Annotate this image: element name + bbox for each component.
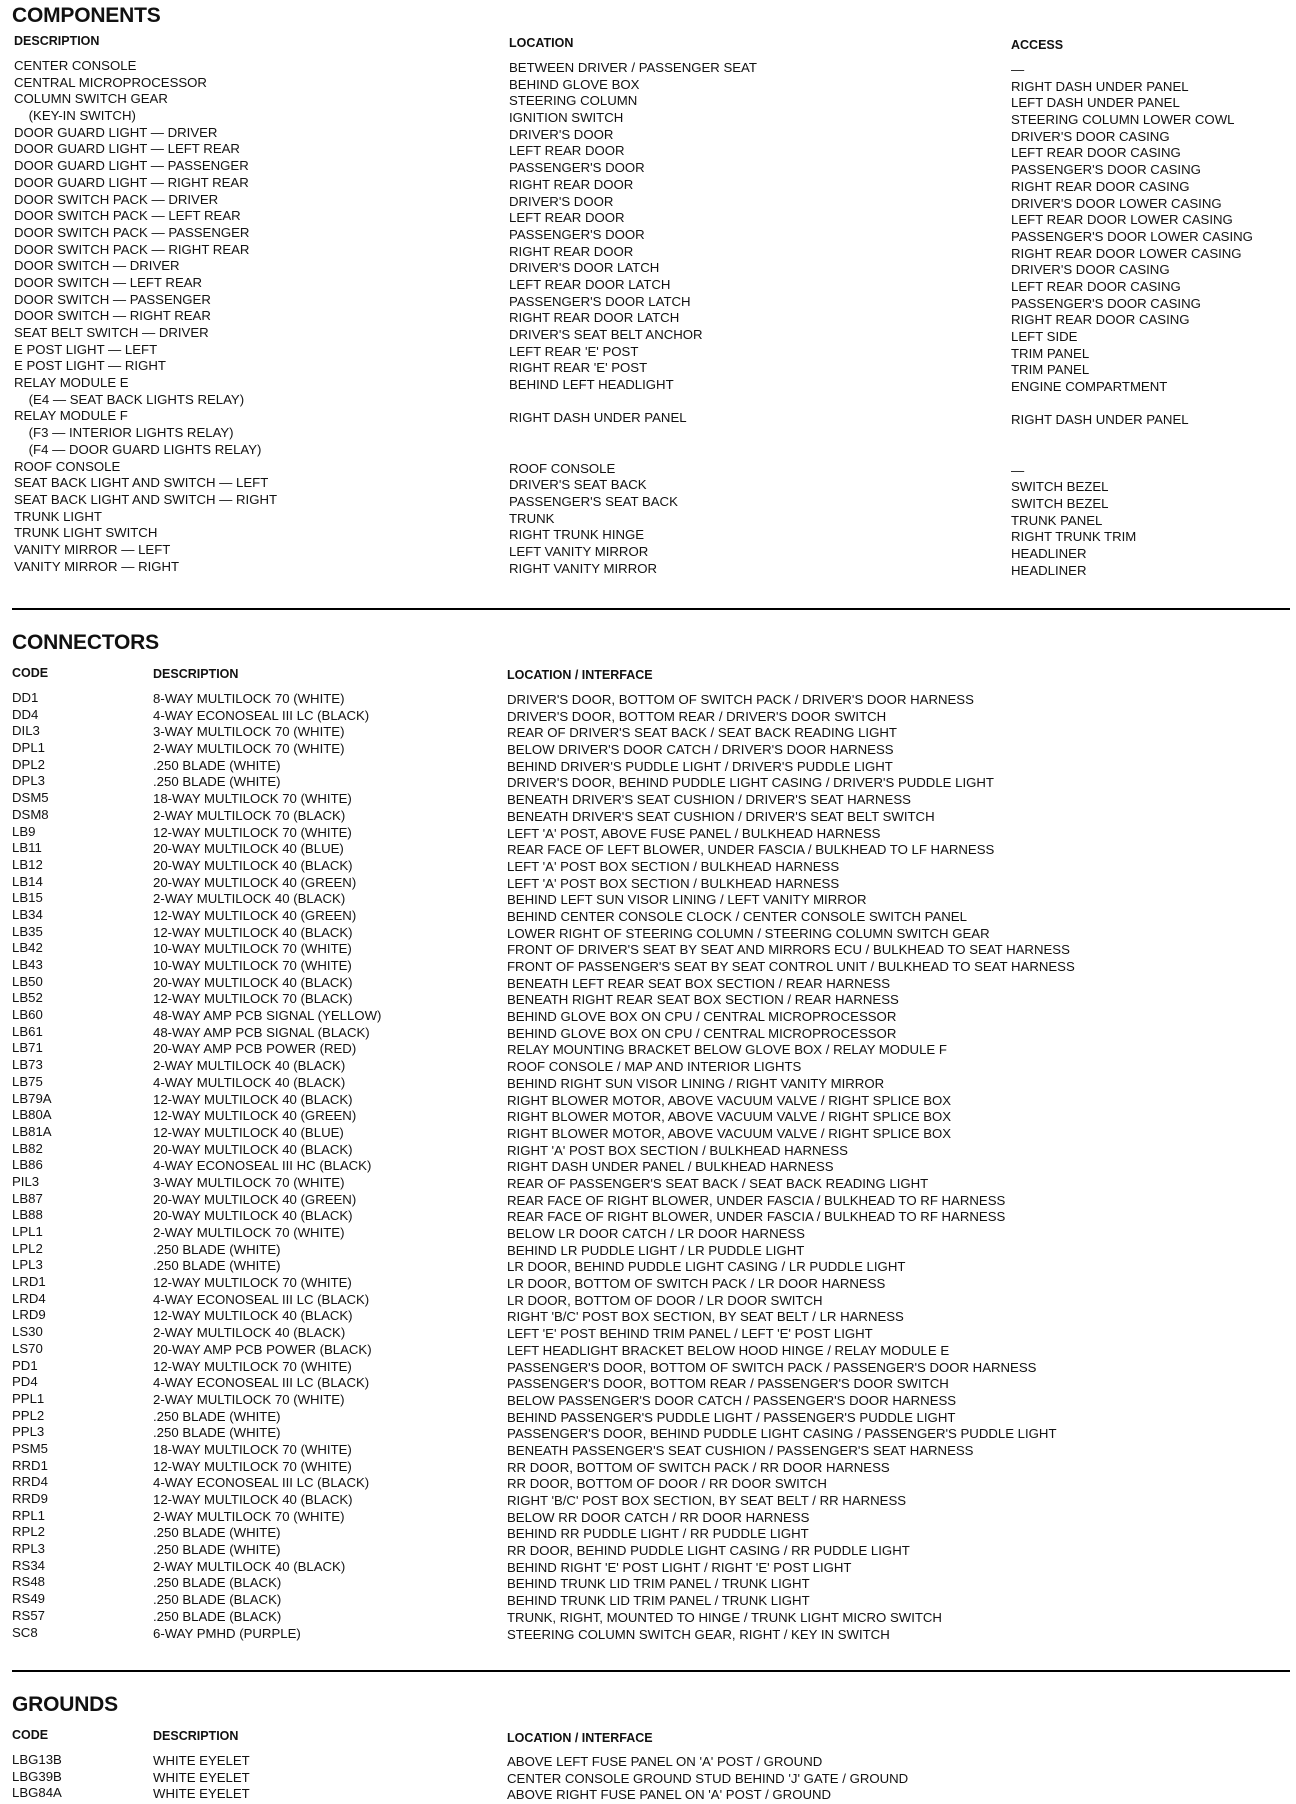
connector-row-location: REAR FACE OF LEFT BLOWER, UNDER FASCIA / BULKHEAD TO LF HARNESS <box>507 842 995 858</box>
connectors-code-column <box>12 690 52 1641</box>
component-location: STEERING COLUMN <box>509 93 638 109</box>
components-description-column <box>14 58 277 575</box>
component-description: (F4 — DOOR GUARD LIGHTS RELAY) <box>14 441 262 457</box>
component-location <box>509 444 757 461</box>
component-description: DOOR GUARD LIGHT — PASSENGER <box>14 158 249 174</box>
connector-row-code: LRD9 <box>12 1307 46 1323</box>
component-access: TRIM PANEL <box>1011 345 1090 361</box>
connector-row-location: LEFT HEADLIGHT BRACKET BELOW HOOD HINGE / RELAY MODULE E <box>507 1342 950 1358</box>
connector-row-code: RRD1 <box>12 1457 48 1473</box>
connector-row-code: DSM5 <box>12 790 49 806</box>
component-location: IGNITION SWITCH <box>509 110 624 126</box>
connector-row-description: 2-WAY MULTILOCK 70 (WHITE) <box>153 1391 345 1407</box>
connector-row-description: .250 BLADE (BLACK) <box>153 1575 282 1591</box>
component-location: RIGHT REAR 'E' POST <box>509 360 648 376</box>
component-access: LEFT REAR DOOR CASING <box>1011 145 1181 161</box>
connector-row-location: REAR FACE OF RIGHT BLOWER, UNDER FASCIA / BULKHEAD TO RF HARNESS <box>507 1192 1006 1208</box>
components-location-column <box>509 60 757 577</box>
grounds-code-column <box>12 1752 62 1802</box>
component-description: DOOR SWITCH — LEFT REAR <box>14 274 203 290</box>
connector-row-location: RIGHT BLOWER MOTOR, ABOVE VACUUM VALVE / RIGHT SPLICE BOX <box>507 1125 952 1141</box>
component-access: DRIVER'S DOOR CASING <box>1011 128 1170 144</box>
connector-row-location: LEFT 'A' POST BOX SECTION / BULKHEAD HARNESS <box>507 875 840 891</box>
connector-row-location: BEHIND TRUNK LID TRIM PANEL / TRUNK LIGHT <box>507 1593 810 1609</box>
connector-row-location: RIGHT 'B/C' POST BOX SECTION, BY SEAT BELT / LR HARNESS <box>507 1309 904 1325</box>
connector-row-description: 4-WAY ECONOSEAL III HC (BLACK) <box>153 1158 372 1174</box>
connector-row-description: 12-WAY MULTILOCK 70 (WHITE) <box>153 1275 352 1291</box>
connector-row-location: BEHIND LEFT SUN VISOR LINING / LEFT VANITY MIRROR <box>507 892 867 908</box>
connector-row-code: PIL3 <box>12 1173 40 1189</box>
component-description: DOOR GUARD LIGHT — DRIVER <box>14 124 218 140</box>
connector-row-code: LB82 <box>12 1140 43 1156</box>
connector-row-description: 4-WAY ECONOSEAL III LC (BLACK) <box>153 1475 370 1491</box>
connector-row-code: PD4 <box>12 1374 38 1390</box>
connector-row-code: LB35 <box>12 923 43 939</box>
component-location: RIGHT REAR DOOR LATCH <box>509 310 680 326</box>
connector-row-description: 10-WAY MULTILOCK 70 (WHITE) <box>153 941 352 957</box>
connector-row-description: 4-WAY ECONOSEAL III LC (BLACK) <box>153 707 370 723</box>
connector-row-code: LB60 <box>12 1007 43 1023</box>
connector-row-description: 12-WAY MULTILOCK 40 (BLACK) <box>153 1308 353 1324</box>
connector-row-location: DRIVER'S DOOR, BOTTOM OF SWITCH PACK / DRIVER'S DOOR HARNESS <box>507 692 974 707</box>
components-location-header: LOCATION <box>509 36 574 50</box>
connector-row-location: BEHIND CENTER CONSOLE CLOCK / CENTER CONSOLE SWITCH PANEL <box>507 908 967 924</box>
connector-row-description: 4-WAY ECONOSEAL III LC (BLACK) <box>153 1291 370 1307</box>
component-access: DRIVER'S DOOR LOWER CASING <box>1011 195 1222 211</box>
components-title: COMPONENTS <box>12 4 161 27</box>
connector-row-code: LB14 <box>12 873 43 889</box>
connector-row-code: RPL1 <box>12 1507 45 1523</box>
component-description: VANITY MIRROR — RIGHT <box>14 558 180 574</box>
connector-row-code: LB50 <box>12 973 43 989</box>
connector-row-description: 8-WAY MULTILOCK 70 (WHITE) <box>153 691 345 706</box>
component-location: LEFT REAR 'E' POST <box>509 343 639 359</box>
connector-row-description: .250 BLADE (WHITE) <box>153 1258 281 1274</box>
connector-row-code: PPL1 <box>12 1390 45 1406</box>
connector-row-description: 12-WAY MULTILOCK 40 (BLACK) <box>153 1091 353 1107</box>
ground-row-description: WHITE EYELET <box>153 1769 250 1785</box>
connector-row-location: LR DOOR, BOTTOM OF SWITCH PACK / LR DOOR HARNESS <box>507 1276 886 1292</box>
connector-row-description: 20-WAY AMP PCB POWER (RED) <box>153 1041 357 1057</box>
component-location: DRIVER'S DOOR <box>509 193 614 209</box>
component-access: — <box>1011 62 1025 77</box>
connector-row-location: RR DOOR, BEHIND PUDDLE LIGHT CASING / RR PUDDLE LIGHT <box>507 1543 910 1559</box>
connector-row-location: RIGHT DASH UNDER PANEL / BULKHEAD HARNESS <box>507 1159 834 1175</box>
connector-row-description: .250 BLADE (WHITE) <box>153 1525 281 1541</box>
component-location: PASSENGER'S DOOR <box>509 160 645 176</box>
component-access: LEFT DASH UNDER PANEL <box>1011 95 1180 111</box>
connector-row-location: RR DOOR, BOTTOM OF DOOR / RR DOOR SWITCH <box>507 1476 827 1492</box>
connector-row-code: RS57 <box>12 1607 45 1623</box>
connector-row-description: 4-WAY MULTILOCK 40 (BLACK) <box>153 1074 346 1090</box>
component-access: HEADLINER <box>1011 562 1087 578</box>
connector-row-location: BEHIND RR PUDDLE LIGHT / RR PUDDLE LIGHT <box>507 1526 809 1542</box>
connector-row-location: TRUNK, RIGHT, MOUNTED TO HINGE / TRUNK LIGHT MICRO SWITCH <box>507 1609 942 1625</box>
component-description: DOOR SWITCH PACK — DRIVER <box>14 191 219 207</box>
connector-row-code: DPL3 <box>12 773 45 789</box>
connector-row-code: DD1 <box>12 690 39 705</box>
component-description: VANITY MIRROR — LEFT <box>14 541 171 557</box>
component-location: LEFT VANITY MIRROR <box>509 543 649 559</box>
connector-row-code: LPL1 <box>12 1224 43 1239</box>
connector-row-description: 2-WAY MULTILOCK 40 (BLACK) <box>153 1558 346 1574</box>
connector-row-code: LB80A <box>12 1107 52 1123</box>
connector-row-description: 12-WAY MULTILOCK 40 (BLACK) <box>153 924 353 940</box>
grounds-title: GROUNDS <box>12 1693 118 1716</box>
connector-row-code: LB42 <box>12 940 43 956</box>
connector-row-location: REAR OF DRIVER'S SEAT BACK / SEAT BACK READING LIGHT <box>507 725 897 741</box>
component-location: DRIVER'S DOOR <box>509 126 614 142</box>
component-location: PASSENGER'S DOOR LATCH <box>509 293 691 309</box>
component-description: RELAY MODULE F <box>14 408 128 424</box>
component-location: LEFT REAR DOOR <box>509 143 625 159</box>
connector-row-location: RR DOOR, BOTTOM OF SWITCH PACK / RR DOOR HARNESS <box>507 1459 890 1475</box>
connector-row-code: LRD4 <box>12 1290 46 1306</box>
connector-row-location: BELOW LR DOOR CATCH / LR DOOR HARNESS <box>507 1226 805 1241</box>
connector-row-location: PASSENGER'S DOOR, BOTTOM REAR / PASSENGER'S DOOR SWITCH <box>507 1376 949 1392</box>
component-description: (KEY-IN SWITCH) <box>14 108 136 124</box>
connector-row-location: DRIVER'S DOOR, BOTTOM REAR / DRIVER'S DOOR SWITCH <box>507 708 887 724</box>
component-access: PASSENGER'S DOOR CASING <box>1011 295 1201 311</box>
connector-row-location: LEFT 'A' POST, ABOVE FUSE PANEL / BULKHEAD HARNESS <box>507 825 881 841</box>
connector-row-description: .250 BLADE (BLACK) <box>153 1592 282 1608</box>
connector-row-location: BENEATH DRIVER'S SEAT CUSHION / DRIVER'S SEAT BELT SWITCH <box>507 808 935 824</box>
connector-row-code: LB11 <box>12 840 42 856</box>
ground-row-code: LBG39B <box>12 1768 62 1784</box>
component-description: DOOR SWITCH — PASSENGER <box>14 291 211 307</box>
connector-row-code: LB34 <box>12 906 43 922</box>
connector-row-description: 10-WAY MULTILOCK 70 (WHITE) <box>153 958 352 973</box>
connector-row-description: .250 BLADE (WHITE) <box>153 1408 281 1424</box>
ground-row-description: WHITE EYELET <box>153 1786 250 1802</box>
connector-row-code: LB75 <box>12 1073 43 1089</box>
connector-row-code: LB87 <box>12 1190 43 1206</box>
connector-row-location: BEHIND RIGHT 'E' POST LIGHT / RIGHT 'E' POST LIGHT <box>507 1559 852 1575</box>
connector-row-location: REAR FACE OF RIGHT BLOWER, UNDER FASCIA / BULKHEAD TO RF HARNESS <box>507 1209 1006 1225</box>
component-access: PASSENGER'S DOOR CASING <box>1011 162 1201 178</box>
connector-row-description: 20-WAY MULTILOCK 40 (BLACK) <box>153 974 353 990</box>
component-access <box>1011 446 1253 463</box>
component-description: SEAT BACK LIGHT AND SWITCH — LEFT <box>14 475 269 491</box>
connector-row-code: LS70 <box>12 1340 43 1356</box>
connector-row-code: DPL2 <box>12 756 45 772</box>
component-location: BEHIND GLOVE BOX <box>509 76 640 92</box>
component-description: E POST LIGHT — LEFT <box>14 341 158 357</box>
connector-row-location: BEHIND RIGHT SUN VISOR LINING / RIGHT VANITY MIRROR <box>507 1075 885 1091</box>
section-divider <box>12 608 1290 610</box>
connector-row-description: 2-WAY MULTILOCK 70 (WHITE) <box>153 741 345 757</box>
connector-row-description: 20-WAY MULTILOCK 40 (GREEN) <box>153 1191 357 1207</box>
connector-row-description: 12-WAY MULTILOCK 40 (BLACK) <box>153 1492 353 1507</box>
connector-row-code: PPL2 <box>12 1407 45 1423</box>
connector-row-code: LB88 <box>12 1207 43 1223</box>
connector-row-description: 6-WAY PMHD (PURPLE) <box>153 1625 301 1641</box>
connector-row-code: LB71 <box>12 1040 43 1056</box>
component-description: RELAY MODULE E <box>14 375 129 391</box>
component-access: ENGINE COMPARTMENT <box>1011 379 1168 395</box>
section-divider <box>12 1670 1290 1672</box>
connector-row-description: 12-WAY MULTILOCK 70 (WHITE) <box>153 824 352 840</box>
component-location: BEHIND LEFT HEADLIGHT <box>509 377 674 393</box>
connector-row-description: 2-WAY MULTILOCK 40 (BLACK) <box>153 1325 346 1341</box>
components-description-header: DESCRIPTION <box>14 34 100 48</box>
connectors-description-header: DESCRIPTION <box>153 667 239 681</box>
connector-row-location: BEHIND LR PUDDLE LIGHT / LR PUDDLE LIGHT <box>507 1242 805 1258</box>
connector-row-location: BELOW PASSENGER'S DOOR CATCH / PASSENGER'S DOOR HARNESS <box>507 1392 957 1408</box>
connector-row-code: LB9 <box>12 823 36 839</box>
component-access: TRIM PANEL <box>1011 362 1090 378</box>
component-access: RIGHT TRUNK TRIM <box>1011 529 1137 545</box>
connector-row-description: .250 BLADE (WHITE) <box>153 757 281 773</box>
connector-row-location: LR DOOR, BEHIND PUDDLE LIGHT CASING / LR PUDDLE LIGHT <box>507 1259 906 1275</box>
connector-row-description: 2-WAY MULTILOCK 70 (WHITE) <box>153 1225 345 1240</box>
grounds-location-column <box>507 1754 908 1804</box>
connector-row-code: DIL3 <box>12 723 40 739</box>
grounds-description-header: DESCRIPTION <box>153 1729 239 1743</box>
component-description: SEAT BELT SWITCH — DRIVER <box>14 325 209 340</box>
connector-row-location: BEHIND TRUNK LID TRIM PANEL / TRUNK LIGHT <box>507 1576 810 1592</box>
connector-row-location: BELOW RR DOOR CATCH / RR DOOR HARNESS <box>507 1509 810 1525</box>
connector-row-location: PASSENGER'S DOOR, BEHIND PUDDLE LIGHT CASING / PASSENGER'S PUDDLE LIGHT <box>507 1426 1057 1442</box>
component-access: DRIVER'S DOOR CASING <box>1011 262 1170 278</box>
component-access: HEADLINER <box>1011 545 1087 561</box>
grounds-code-header: CODE <box>12 1728 49 1742</box>
connector-row-location: BELOW DRIVER'S DOOR CATCH / DRIVER'S DOOR HARNESS <box>507 742 894 758</box>
connector-row-description: 12-WAY MULTILOCK 40 (GREEN) <box>153 907 357 923</box>
connector-row-description: .250 BLADE (WHITE) <box>153 1241 281 1257</box>
connector-row-location: FRONT OF DRIVER'S SEAT BY SEAT AND MIRRORS ECU / BULKHEAD TO SEAT HARNESS <box>507 942 1070 958</box>
component-access: TRUNK PANEL <box>1011 512 1103 528</box>
component-description: CENTER CONSOLE <box>14 58 137 73</box>
connector-row-code: LB12 <box>12 856 43 872</box>
connector-row-code: LB52 <box>12 990 43 1006</box>
connector-row-location: REAR OF PASSENGER'S SEAT BACK / SEAT BACK READING LIGHT <box>507 1175 929 1191</box>
ground-row-location: CENTER CONSOLE GROUND STUD BEHIND 'J' GATE / GROUND <box>507 1770 909 1786</box>
component-location <box>509 394 757 411</box>
component-location <box>509 427 757 444</box>
connector-row-location: DRIVER'S DOOR, BEHIND PUDDLE LIGHT CASING / DRIVER'S PUDDLE LIGHT <box>507 775 994 791</box>
component-access: — <box>1011 462 1025 478</box>
grounds-location-header: LOCATION / INTERFACE <box>507 1731 653 1745</box>
component-access: RIGHT REAR DOOR CASING <box>1011 178 1190 194</box>
component-location: RIGHT REAR DOOR <box>509 243 634 259</box>
connector-row-description: 20-WAY MULTILOCK 40 (BLACK) <box>153 857 353 873</box>
connector-row-code: LB86 <box>12 1157 43 1173</box>
component-location: BETWEEN DRIVER / PASSENGER SEAT <box>509 60 757 75</box>
component-location: DRIVER'S SEAT BELT ANCHOR <box>509 327 703 342</box>
connector-row-description: 20-WAY MULTILOCK 40 (BLACK) <box>153 1141 353 1157</box>
connector-row-description: 20-WAY MULTILOCK 40 (GREEN) <box>153 874 357 890</box>
ground-row-description: WHITE EYELET <box>153 1753 250 1768</box>
connector-row-description: .250 BLADE (BLACK) <box>153 1608 282 1624</box>
connector-row-location: LOWER RIGHT OF STEERING COLUMN / STEERING COLUMN SWITCH GEAR <box>507 925 990 941</box>
connector-row-description: 48-WAY AMP PCB SIGNAL (YELLOW) <box>153 1008 382 1024</box>
connector-row-description: 4-WAY ECONOSEAL III LC (BLACK) <box>153 1375 370 1391</box>
component-location: PASSENGER'S SEAT BACK <box>509 493 678 509</box>
component-access: PASSENGER'S DOOR LOWER CASING <box>1011 228 1253 244</box>
connector-row-description: 2-WAY MULTILOCK 70 (BLACK) <box>153 807 346 823</box>
connector-row-location: FRONT OF PASSENGER'S SEAT BY SEAT CONTROL UNIT / BULKHEAD TO SEAT HARNESS <box>507 959 1075 974</box>
connector-row-description: 2-WAY MULTILOCK 40 (BLACK) <box>153 1058 346 1074</box>
connectors-title: CONNECTORS <box>12 631 159 654</box>
connector-row-code: SC8 <box>12 1624 38 1640</box>
component-description: (E4 — SEAT BACK LIGHTS RELAY) <box>14 391 245 407</box>
component-access: LEFT REAR DOOR CASING <box>1011 278 1181 294</box>
connectors-location-column <box>507 692 1075 1643</box>
connector-row-location: RIGHT 'B/C' POST BOX SECTION, BY SEAT BELT / RR HARNESS <box>507 1493 907 1508</box>
connector-row-location: RIGHT BLOWER MOTOR, ABOVE VACUUM VALVE / RIGHT SPLICE BOX <box>507 1109 952 1125</box>
connector-row-description: 48-WAY AMP PCB SIGNAL (BLACK) <box>153 1024 370 1040</box>
connector-row-description: 20-WAY MULTILOCK 40 (BLACK) <box>153 1208 353 1224</box>
connector-row-description: 12-WAY MULTILOCK 40 (GREEN) <box>153 1108 357 1124</box>
connector-row-location: PASSENGER'S DOOR, BOTTOM OF SWITCH PACK / PASSENGER'S DOOR HARNESS <box>507 1359 1037 1375</box>
component-location: RIGHT TRUNK HINGE <box>509 527 645 543</box>
connector-row-location: BENEATH RIGHT REAR SEAT BOX SECTION / REAR HARNESS <box>507 992 899 1008</box>
connector-row-code: LRD1 <box>12 1274 46 1290</box>
ground-row-code: LBG13B <box>12 1752 62 1767</box>
connector-row-code: RRD4 <box>12 1474 48 1490</box>
connector-row-location: LEFT 'E' POST BEHIND TRIM PANEL / LEFT 'E' POST LIGHT <box>507 1326 873 1342</box>
connector-row-code: RS48 <box>12 1574 45 1590</box>
connector-row-location: BEHIND DRIVER'S PUDDLE LIGHT / DRIVER'S PUDDLE LIGHT <box>507 758 893 774</box>
connector-row-location: LR DOOR, BOTTOM OF DOOR / LR DOOR SWITCH <box>507 1292 823 1308</box>
component-description: TRUNK LIGHT <box>14 508 102 524</box>
connector-row-description: .250 BLADE (WHITE) <box>153 1425 281 1441</box>
component-description: TRUNK LIGHT SWITCH <box>14 525 158 541</box>
component-description: DOOR SWITCH PACK — LEFT REAR <box>14 208 241 224</box>
ground-row-location: ABOVE LEFT FUSE PANEL ON 'A' POST / GROUND <box>507 1754 823 1769</box>
connector-row-description: 2-WAY MULTILOCK 70 (WHITE) <box>153 1508 345 1524</box>
component-location: RIGHT DASH UNDER PANEL <box>509 410 687 426</box>
connector-row-location: RELAY MOUNTING BRACKET BELOW GLOVE BOX / RELAY MODULE F <box>507 1042 947 1058</box>
connector-row-code: LB73 <box>12 1057 43 1073</box>
connector-row-description: 12-WAY MULTILOCK 70 (WHITE) <box>153 1358 352 1374</box>
component-access: SWITCH BEZEL <box>1011 479 1109 495</box>
connector-row-code: LS30 <box>12 1324 43 1340</box>
component-description: ROOF CONSOLE <box>14 458 121 474</box>
connector-row-location: BENEATH DRIVER'S SEAT CUSHION / DRIVER'S SEAT HARNESS <box>507 792 911 808</box>
component-location: DRIVER'S DOOR LATCH <box>509 260 660 276</box>
component-location: PASSENGER'S DOOR <box>509 226 645 242</box>
component-access: LEFT SIDE <box>1011 329 1078 344</box>
connector-row-code: DPL1 <box>12 740 45 756</box>
connector-row-code: RS34 <box>12 1557 45 1573</box>
component-location: TRUNK <box>509 510 555 526</box>
connector-row-code: RS49 <box>12 1591 45 1607</box>
connector-row-location: RIGHT BLOWER MOTOR, ABOVE VACUUM VALVE / RIGHT SPLICE BOX <box>507 1092 952 1108</box>
component-location: LEFT REAR DOOR <box>509 210 625 226</box>
connector-row-code: PPL3 <box>12 1424 45 1440</box>
connector-row-description: 3-WAY MULTILOCK 70 (WHITE) <box>153 1174 345 1190</box>
connector-row-code: LPL2 <box>12 1240 43 1256</box>
connector-row-location: BEHIND GLOVE BOX ON CPU / CENTRAL MICROPROCESSOR <box>507 1025 897 1041</box>
component-description: COLUMN SWITCH GEAR <box>14 91 168 107</box>
connector-row-code: DSM8 <box>12 806 49 822</box>
component-description: DOOR SWITCH PACK — PASSENGER <box>14 224 250 240</box>
connector-row-code: RPL3 <box>12 1541 45 1557</box>
connector-row-code: LB43 <box>12 957 43 972</box>
component-description: CENTRAL MICROPROCESSOR <box>14 74 207 90</box>
component-description: SEAT BACK LIGHT AND SWITCH — RIGHT <box>14 491 278 507</box>
connector-row-description: .250 BLADE (WHITE) <box>153 774 281 790</box>
connectors-description-column <box>153 691 381 1642</box>
connector-row-location: LEFT 'A' POST BOX SECTION / BULKHEAD HARNESS <box>507 858 840 874</box>
component-description: DOOR SWITCH — DRIVER <box>14 258 180 274</box>
connector-row-code: RPL2 <box>12 1524 45 1540</box>
connector-row-location: BEHIND PASSENGER'S PUDDLE LIGHT / PASSENGER'S PUDDLE LIGHT <box>507 1409 956 1425</box>
component-access <box>1011 429 1253 446</box>
connector-row-code: RRD9 <box>12 1491 48 1506</box>
connector-row-description: .250 BLADE (WHITE) <box>153 1542 281 1558</box>
component-access: RIGHT DASH UNDER PANEL <box>1011 412 1189 428</box>
connectors-location-header: LOCATION / INTERFACE <box>507 668 653 682</box>
component-location: RIGHT REAR DOOR <box>509 176 634 192</box>
connector-row-location: BEHIND GLOVE BOX ON CPU / CENTRAL MICROPROCESSOR <box>507 1009 897 1025</box>
connector-row-code: LB61 <box>12 1023 43 1039</box>
connector-row-location: STEERING COLUMN SWITCH GEAR, RIGHT / KEY IN SWITCH <box>507 1626 890 1642</box>
connector-row-code: LPL3 <box>12 1257 43 1273</box>
connector-row-description: 20-WAY MULTILOCK 40 (BLUE) <box>153 841 344 857</box>
component-access <box>1011 396 1253 413</box>
grounds-description-column <box>153 1753 250 1803</box>
component-description: DOOR SWITCH — RIGHT REAR <box>14 308 211 324</box>
connector-row-description: 18-WAY MULTILOCK 70 (WHITE) <box>153 1441 352 1457</box>
ground-row-code: LBG84A <box>12 1785 62 1801</box>
component-access: RIGHT DASH UNDER PANEL <box>1011 78 1189 94</box>
connector-row-code: LB81A <box>12 1123 52 1139</box>
component-access: RIGHT REAR DOOR LOWER CASING <box>1011 245 1242 261</box>
connector-row-description: 18-WAY MULTILOCK 70 (WHITE) <box>153 791 352 807</box>
component-description: DOOR SWITCH PACK — RIGHT REAR <box>14 241 250 257</box>
connector-row-description: 3-WAY MULTILOCK 70 (WHITE) <box>153 724 345 740</box>
connector-row-description: 12-WAY MULTILOCK 70 (BLACK) <box>153 991 353 1007</box>
connector-row-code: PD1 <box>12 1357 38 1373</box>
connectors-code-header: CODE <box>12 666 49 680</box>
connector-row-location: RIGHT 'A' POST BOX SECTION / BULKHEAD HARNESS <box>507 1142 848 1158</box>
component-access: LEFT REAR DOOR LOWER CASING <box>1011 212 1233 228</box>
component-description: DOOR GUARD LIGHT — RIGHT REAR <box>14 174 249 190</box>
connector-row-code: DD4 <box>12 706 39 722</box>
connector-row-code: LB15 <box>12 890 43 906</box>
connector-row-code: LB79A <box>12 1090 52 1106</box>
connector-row-location: BENEATH LEFT REAR SEAT BOX SECTION / REAR HARNESS <box>507 975 891 991</box>
component-access: STEERING COLUMN LOWER COWL <box>1011 112 1235 128</box>
component-description: DOOR GUARD LIGHT — LEFT REAR <box>14 141 240 157</box>
connector-row-location: ROOF CONSOLE / MAP AND INTERIOR LIGHTS <box>507 1059 802 1075</box>
component-access: SWITCH BEZEL <box>1011 495 1109 511</box>
connector-row-description: 12-WAY MULTILOCK 70 (WHITE) <box>153 1458 352 1474</box>
component-location: DRIVER'S SEAT BACK <box>509 477 647 493</box>
components-access-column <box>1011 62 1253 579</box>
component-description: E POST LIGHT — RIGHT <box>14 358 166 374</box>
component-location: ROOF CONSOLE <box>509 460 616 476</box>
component-description: (F3 — INTERIOR LIGHTS RELAY) <box>14 425 234 441</box>
component-access: RIGHT REAR DOOR CASING <box>1011 312 1190 328</box>
connector-row-description: 2-WAY MULTILOCK 40 (BLACK) <box>153 891 346 907</box>
components-access-header: ACCESS <box>1011 38 1064 52</box>
ground-row-location: ABOVE RIGHT FUSE PANEL ON 'A' POST / GROUND <box>507 1787 832 1803</box>
connector-row-description: 12-WAY MULTILOCK 40 (BLUE) <box>153 1124 344 1140</box>
connector-row-description: 20-WAY AMP PCB POWER (BLACK) <box>153 1341 372 1357</box>
connector-row-code: PSM5 <box>12 1440 48 1456</box>
component-location: LEFT REAR DOOR LATCH <box>509 276 671 292</box>
component-location: RIGHT VANITY MIRROR <box>509 560 658 576</box>
connector-row-location: BENEATH PASSENGER'S SEAT CUSHION / PASSENGER'S SEAT HARNESS <box>507 1442 974 1458</box>
